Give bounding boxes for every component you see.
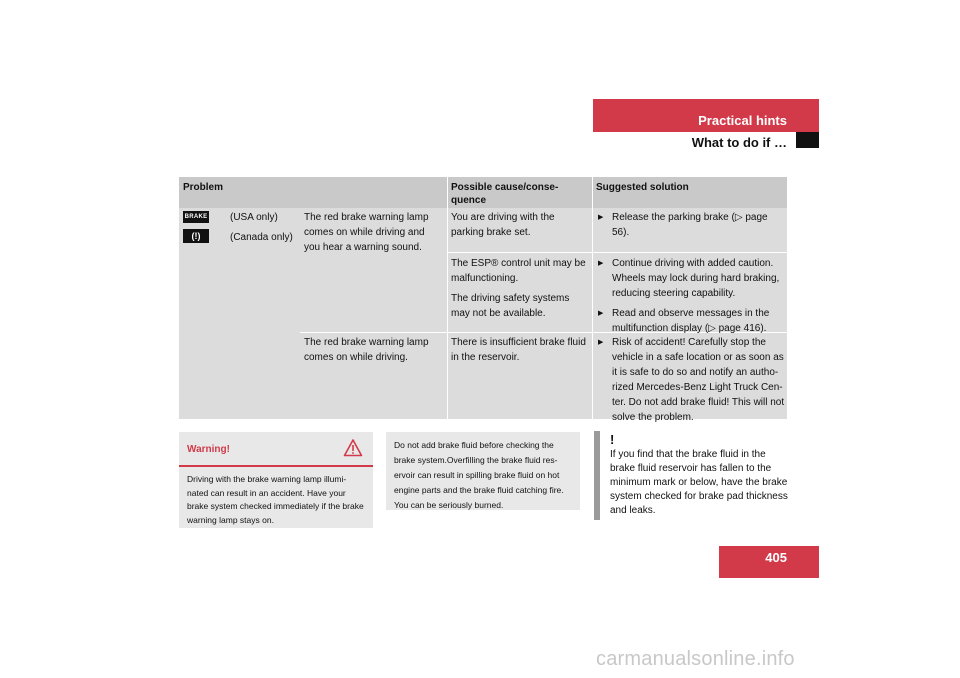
problem-cell: The red brake warning lamp comes on while driving and you hear a warning sound. — [304, 212, 429, 253]
watermark: carmanualsonline.info — [596, 648, 795, 670]
header-problem: Problem — [183, 182, 224, 193]
warning-title: Warning! — [187, 444, 230, 455]
row-divider — [448, 252, 787, 253]
header-tab-marker — [796, 132, 819, 148]
solution-cell — [596, 256, 784, 336]
warning-rule — [179, 465, 373, 467]
column-divider — [592, 177, 593, 419]
warning-text: Driving with the brake warning lamp illumi-nated can result in an accident. Have your brake system checked immediately if the brake warning lamp stays on. — [187, 474, 364, 525]
cause-text: The driving safety systems may not be available. — [451, 293, 570, 319]
warning-box — [179, 432, 373, 528]
caution-exclamation-icon: ! — [610, 432, 615, 447]
section-title: Practical hints — [698, 113, 787, 128]
brake-warning-icon: BRAKE — [183, 211, 209, 223]
section-header — [593, 99, 819, 132]
subsection-title: What to do if … — [691, 135, 787, 150]
note-box — [386, 432, 580, 510]
column-divider — [447, 177, 448, 419]
subsection-header — [593, 132, 819, 148]
canada-brake-warning-icon: (!) — [183, 229, 209, 243]
cause-text: The ESP® control unit may be malfunctioning. — [451, 258, 586, 284]
warning-triangle-icon — [343, 438, 363, 458]
solution-cell — [596, 335, 786, 425]
cause-cell: You are driving with the parking brake set. — [451, 212, 555, 238]
solution-cell — [596, 210, 784, 240]
page-number-block — [719, 546, 819, 578]
solution-bullet: ▶ Release the parking brake (▷ page 56). — [596, 210, 784, 240]
caution-bar — [594, 431, 600, 520]
solution-bullet: ▶ Risk of accident! Carefully stop the vehicle in a safe location or as soon as it is safe to do so and notify an autho-rized Mercedes-Benz Light Truck Cen-ter. Do not add brake fluid! This will not solve the problem. — [596, 335, 786, 425]
canada-label: (Canada only) — [230, 232, 293, 243]
header-cause: Possible cause/conse- quence — [451, 182, 559, 206]
header-solution: Suggested solution — [596, 182, 689, 193]
problem-cell: The red brake warning lamp comes on while driving. — [304, 337, 429, 363]
caution-text: If you find that the brake fluid in the brake fluid reservoir has fallen to the minimum mark or below, have the brake system checked for brake pad thickness and leaks. — [610, 449, 788, 516]
note-text: Do not add brake fluid before checking the brake system.Overfilling the brake fluid res-ervoir can result in spilling brake fluid on hot engine parts and the brake fluid catching fire. You can be seriously burned. — [394, 440, 564, 510]
solution-bullet: ▶ Read and observe messages in the multifunction display (▷ page 416). — [596, 306, 784, 336]
page-number: 405 — [765, 550, 787, 565]
cause-cell: There is insufficient brake fluid in the reservoir. — [451, 337, 586, 363]
usa-label: (USA only) — [230, 212, 278, 223]
cause-cell — [451, 256, 589, 321]
solution-bullet: ▶ Continue driving with added caution. Wheels may lock during hard braking, reducing steering capability. — [596, 256, 784, 301]
